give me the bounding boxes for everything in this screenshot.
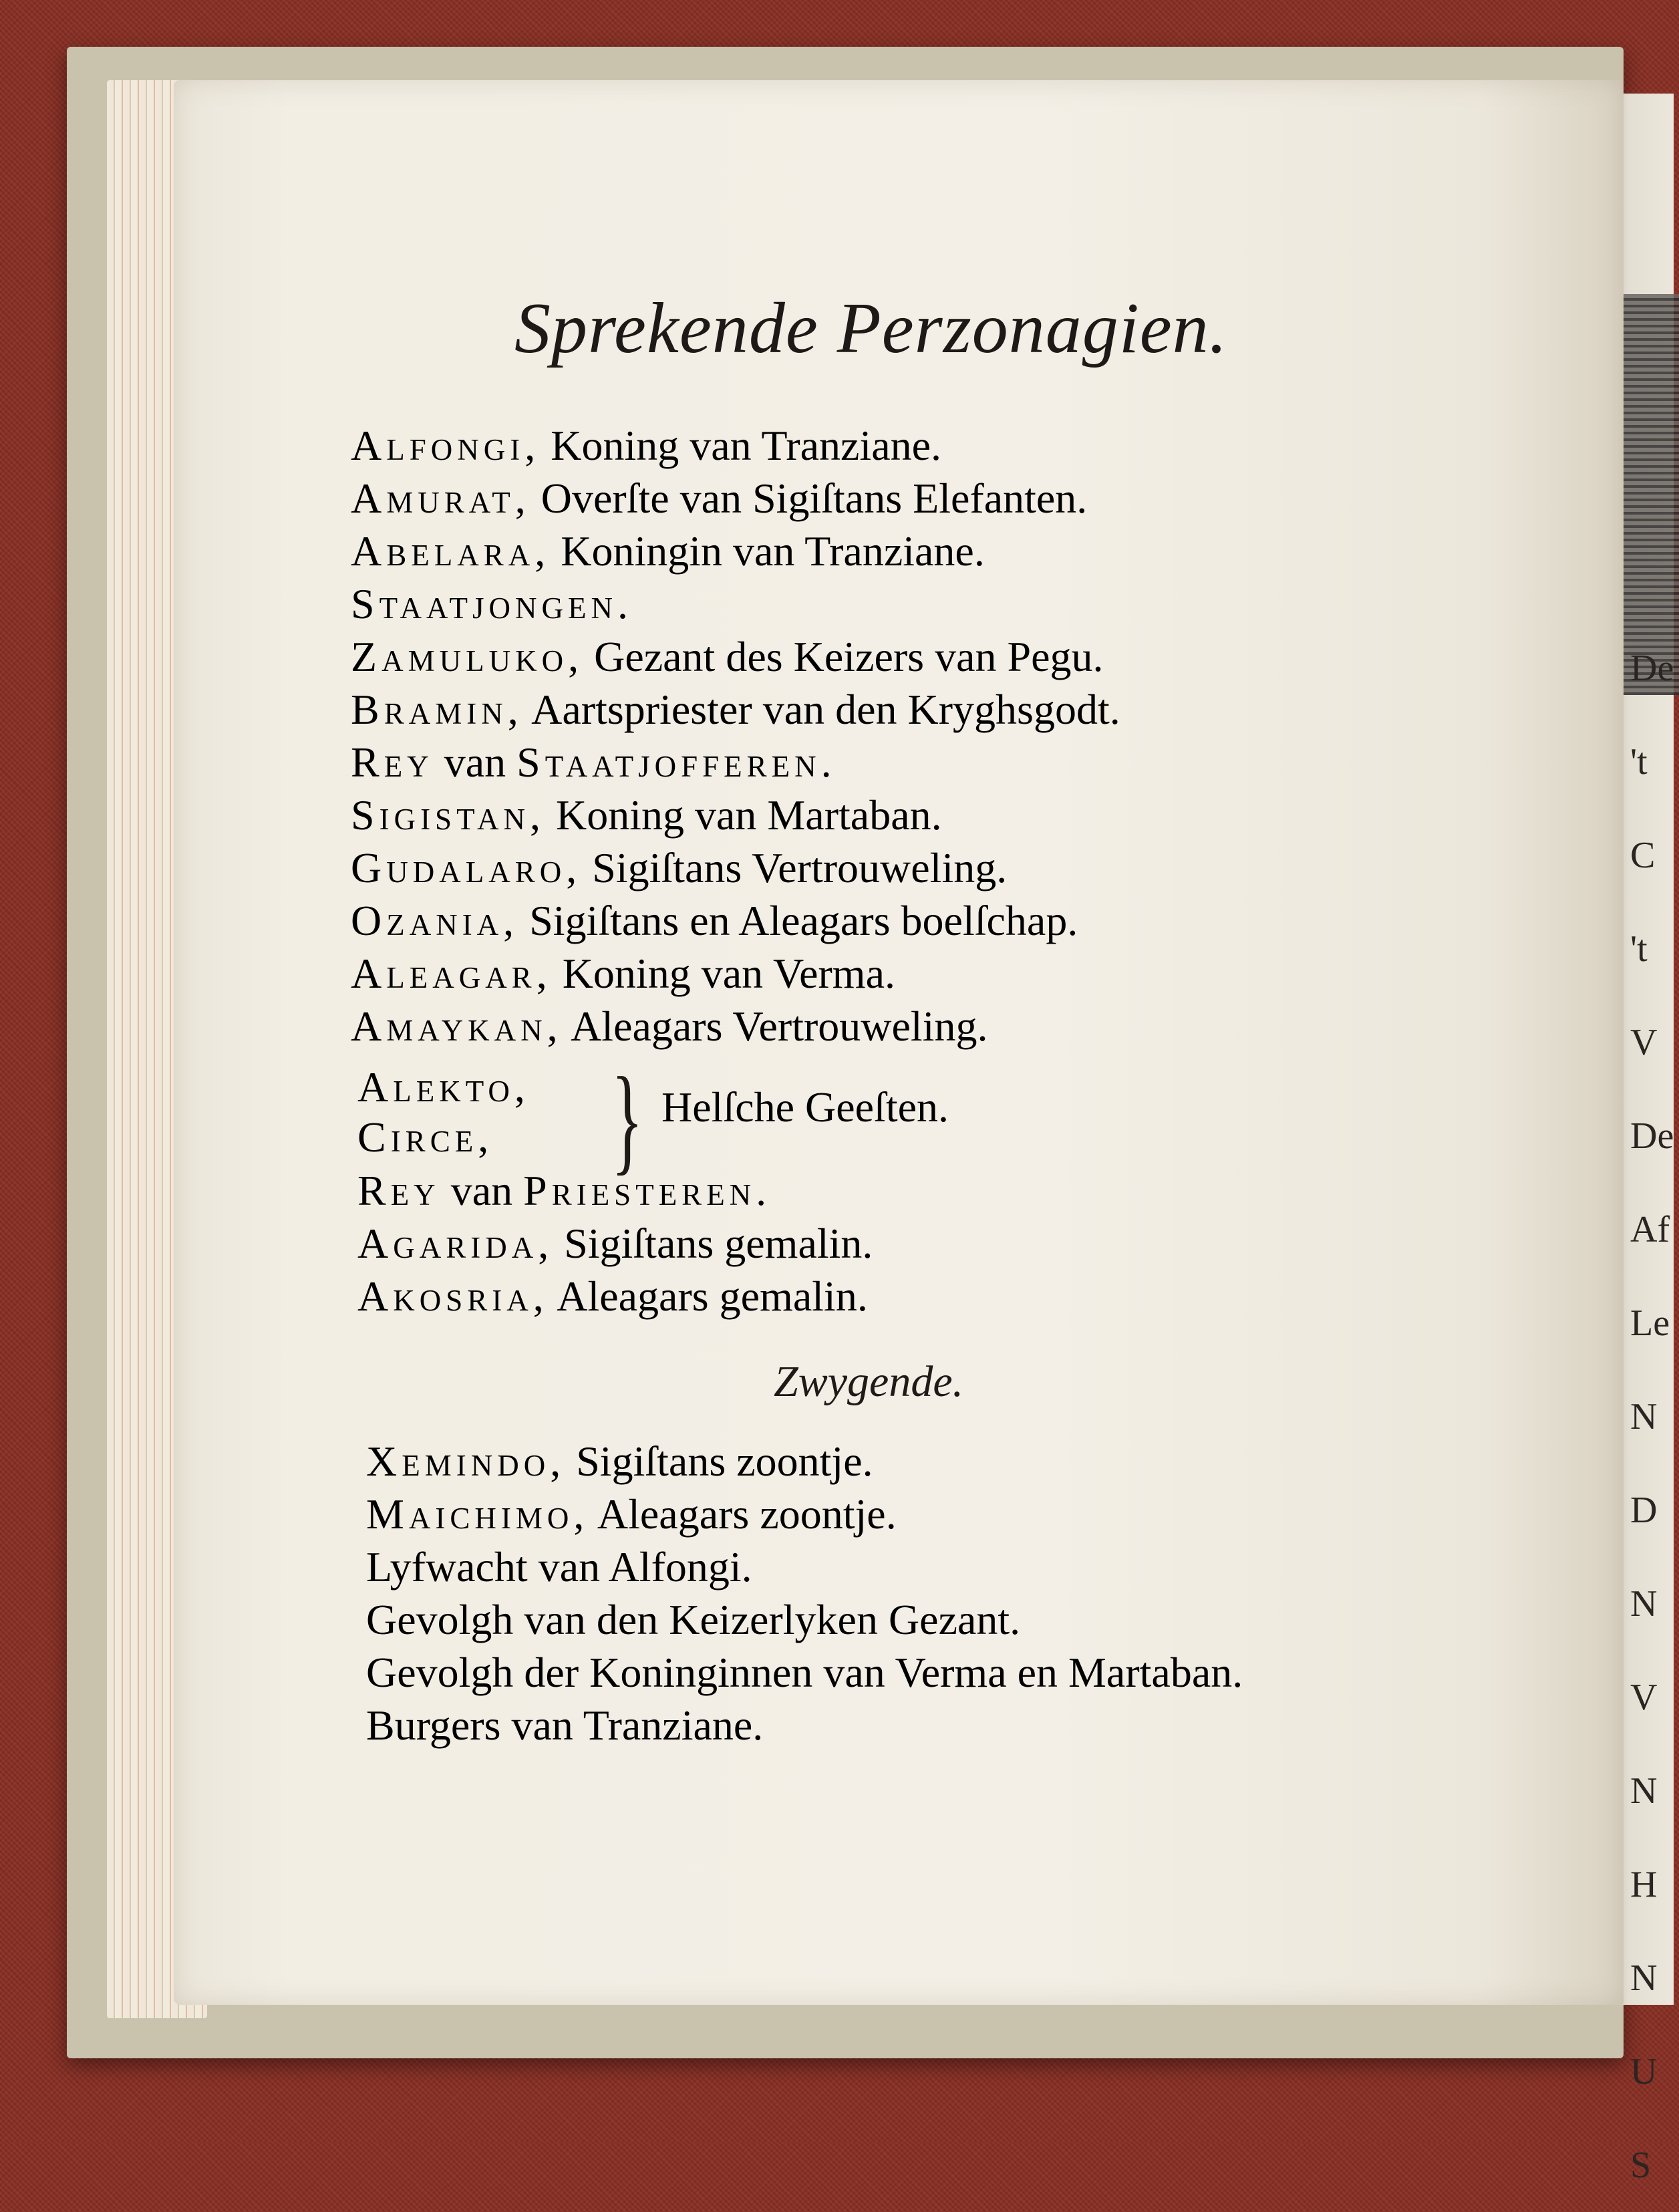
character-line [351, 896, 1078, 946]
character-description: Koning van Tranziane. [540, 422, 942, 469]
character-name: Priesteren. [523, 1167, 772, 1214]
character-line [351, 474, 1087, 523]
facing-letter: N [1630, 1957, 1658, 1999]
bracket-label: Helſche Geeſten. [661, 1083, 949, 1131]
character-description: Aartspriester van den Kryghsgodt. [522, 686, 1120, 733]
character-name: Amaykan, [351, 1002, 563, 1050]
character-name: Aleagar, [351, 950, 552, 997]
character-description: Sigiſtans en Aleagars boelſchap. [518, 897, 1078, 944]
character-name: Bramin, [351, 686, 523, 733]
character-description: Gezant des Keizers van Pegu. [583, 633, 1104, 680]
facing-letter: Le [1630, 1302, 1670, 1344]
facing-letter: V [1630, 1677, 1658, 1718]
character-name: Alekto, [357, 1063, 530, 1111]
facing-letter: De [1630, 1115, 1674, 1157]
character-line [357, 1272, 868, 1321]
character-name: Staatjofferen. [516, 738, 836, 786]
facing-letter: N [1630, 1396, 1658, 1437]
character-description: Aleagars Vertrouweling. [562, 1002, 988, 1050]
character-line [366, 1437, 873, 1486]
character-description: Burgers van Tranziane. [366, 1701, 764, 1749]
bracket-name [357, 1063, 530, 1112]
facing-letter: D [1630, 1490, 1658, 1531]
character-description: Koning van Verma. [551, 950, 895, 997]
facing-letter: N [1630, 1770, 1658, 1812]
character-line [351, 632, 1103, 682]
facing-letter: U [1630, 2051, 1658, 2092]
character-line [351, 1002, 987, 1051]
character-description: Overſte van Sigiſtans Elefanten. [530, 474, 1088, 522]
character-name: Alfongi, [351, 422, 541, 469]
character-name: Amurat, [351, 474, 530, 522]
character-name: Agarida, [357, 1220, 554, 1267]
character-description: van [440, 1167, 524, 1214]
curly-brace: } [611, 1053, 643, 1186]
character-description: Aleagars zoontje. [589, 1490, 897, 1538]
character-line [366, 1701, 763, 1750]
character-description: van [433, 738, 517, 786]
character-line [351, 949, 895, 998]
character-line [351, 527, 985, 576]
facing-page-text [1630, 621, 1674, 2212]
silent-heading: Zwygende. [774, 1357, 964, 1406]
character-description: Koningin van Tranziane. [550, 527, 985, 575]
facing-letter: 't V [1630, 928, 1658, 1063]
character-name: Sigistan, [351, 791, 545, 839]
facing-letter: S [1630, 2145, 1652, 2186]
character-description: Lyfwacht van Alfongi. [366, 1543, 752, 1591]
character-line [357, 1166, 771, 1216]
bracket-name [357, 1113, 493, 1162]
character-name: Zamuluko, [351, 633, 584, 680]
character-line [351, 791, 942, 840]
character-name: Staatjongen. [351, 580, 633, 628]
character-name: Rey [351, 738, 434, 786]
character-description: Sigiſtans gemalin. [553, 1220, 873, 1267]
character-line [351, 738, 836, 787]
character-description: Sigiſtans zoontje. [565, 1437, 873, 1485]
facing-letter: De [1630, 648, 1674, 689]
character-description: Sigiſtans Vertrouweling. [581, 844, 1008, 891]
character-description: Gevolgh van den Keizerlyken Gezant. [366, 1596, 1021, 1643]
character-line [351, 685, 1120, 734]
character-name: Circe, [357, 1113, 494, 1161]
character-line [366, 1648, 1243, 1697]
character-name: Abelara, [351, 527, 551, 575]
character-name: Rey [357, 1167, 440, 1214]
character-name: Akosria, [357, 1272, 549, 1320]
character-name: Xemindo, [366, 1437, 566, 1485]
character-line [351, 843, 1007, 893]
character-line [366, 1542, 752, 1592]
character-line [366, 1490, 897, 1539]
character-description: Gevolgh der Koninginnen van Verma en Martaban. [366, 1649, 1243, 1696]
facing-letter: 't C [1630, 741, 1656, 876]
character-line [351, 579, 633, 629]
character-line [357, 1219, 873, 1268]
character-line [351, 421, 941, 470]
facing-letter: N [1630, 1583, 1658, 1625]
character-name: Maichimo, [366, 1490, 589, 1538]
character-description: Aleagars gemalin. [548, 1272, 868, 1320]
page-title: Sprekende Perzonagien. [514, 289, 1228, 368]
character-description: Koning van Martaban. [545, 791, 942, 839]
facing-letter: Af [1630, 1209, 1670, 1250]
facing-letter: H [1630, 1864, 1658, 1905]
character-name: Gudalaro, [351, 844, 582, 891]
character-line [366, 1595, 1020, 1645]
character-name: Ozania, [351, 897, 519, 944]
